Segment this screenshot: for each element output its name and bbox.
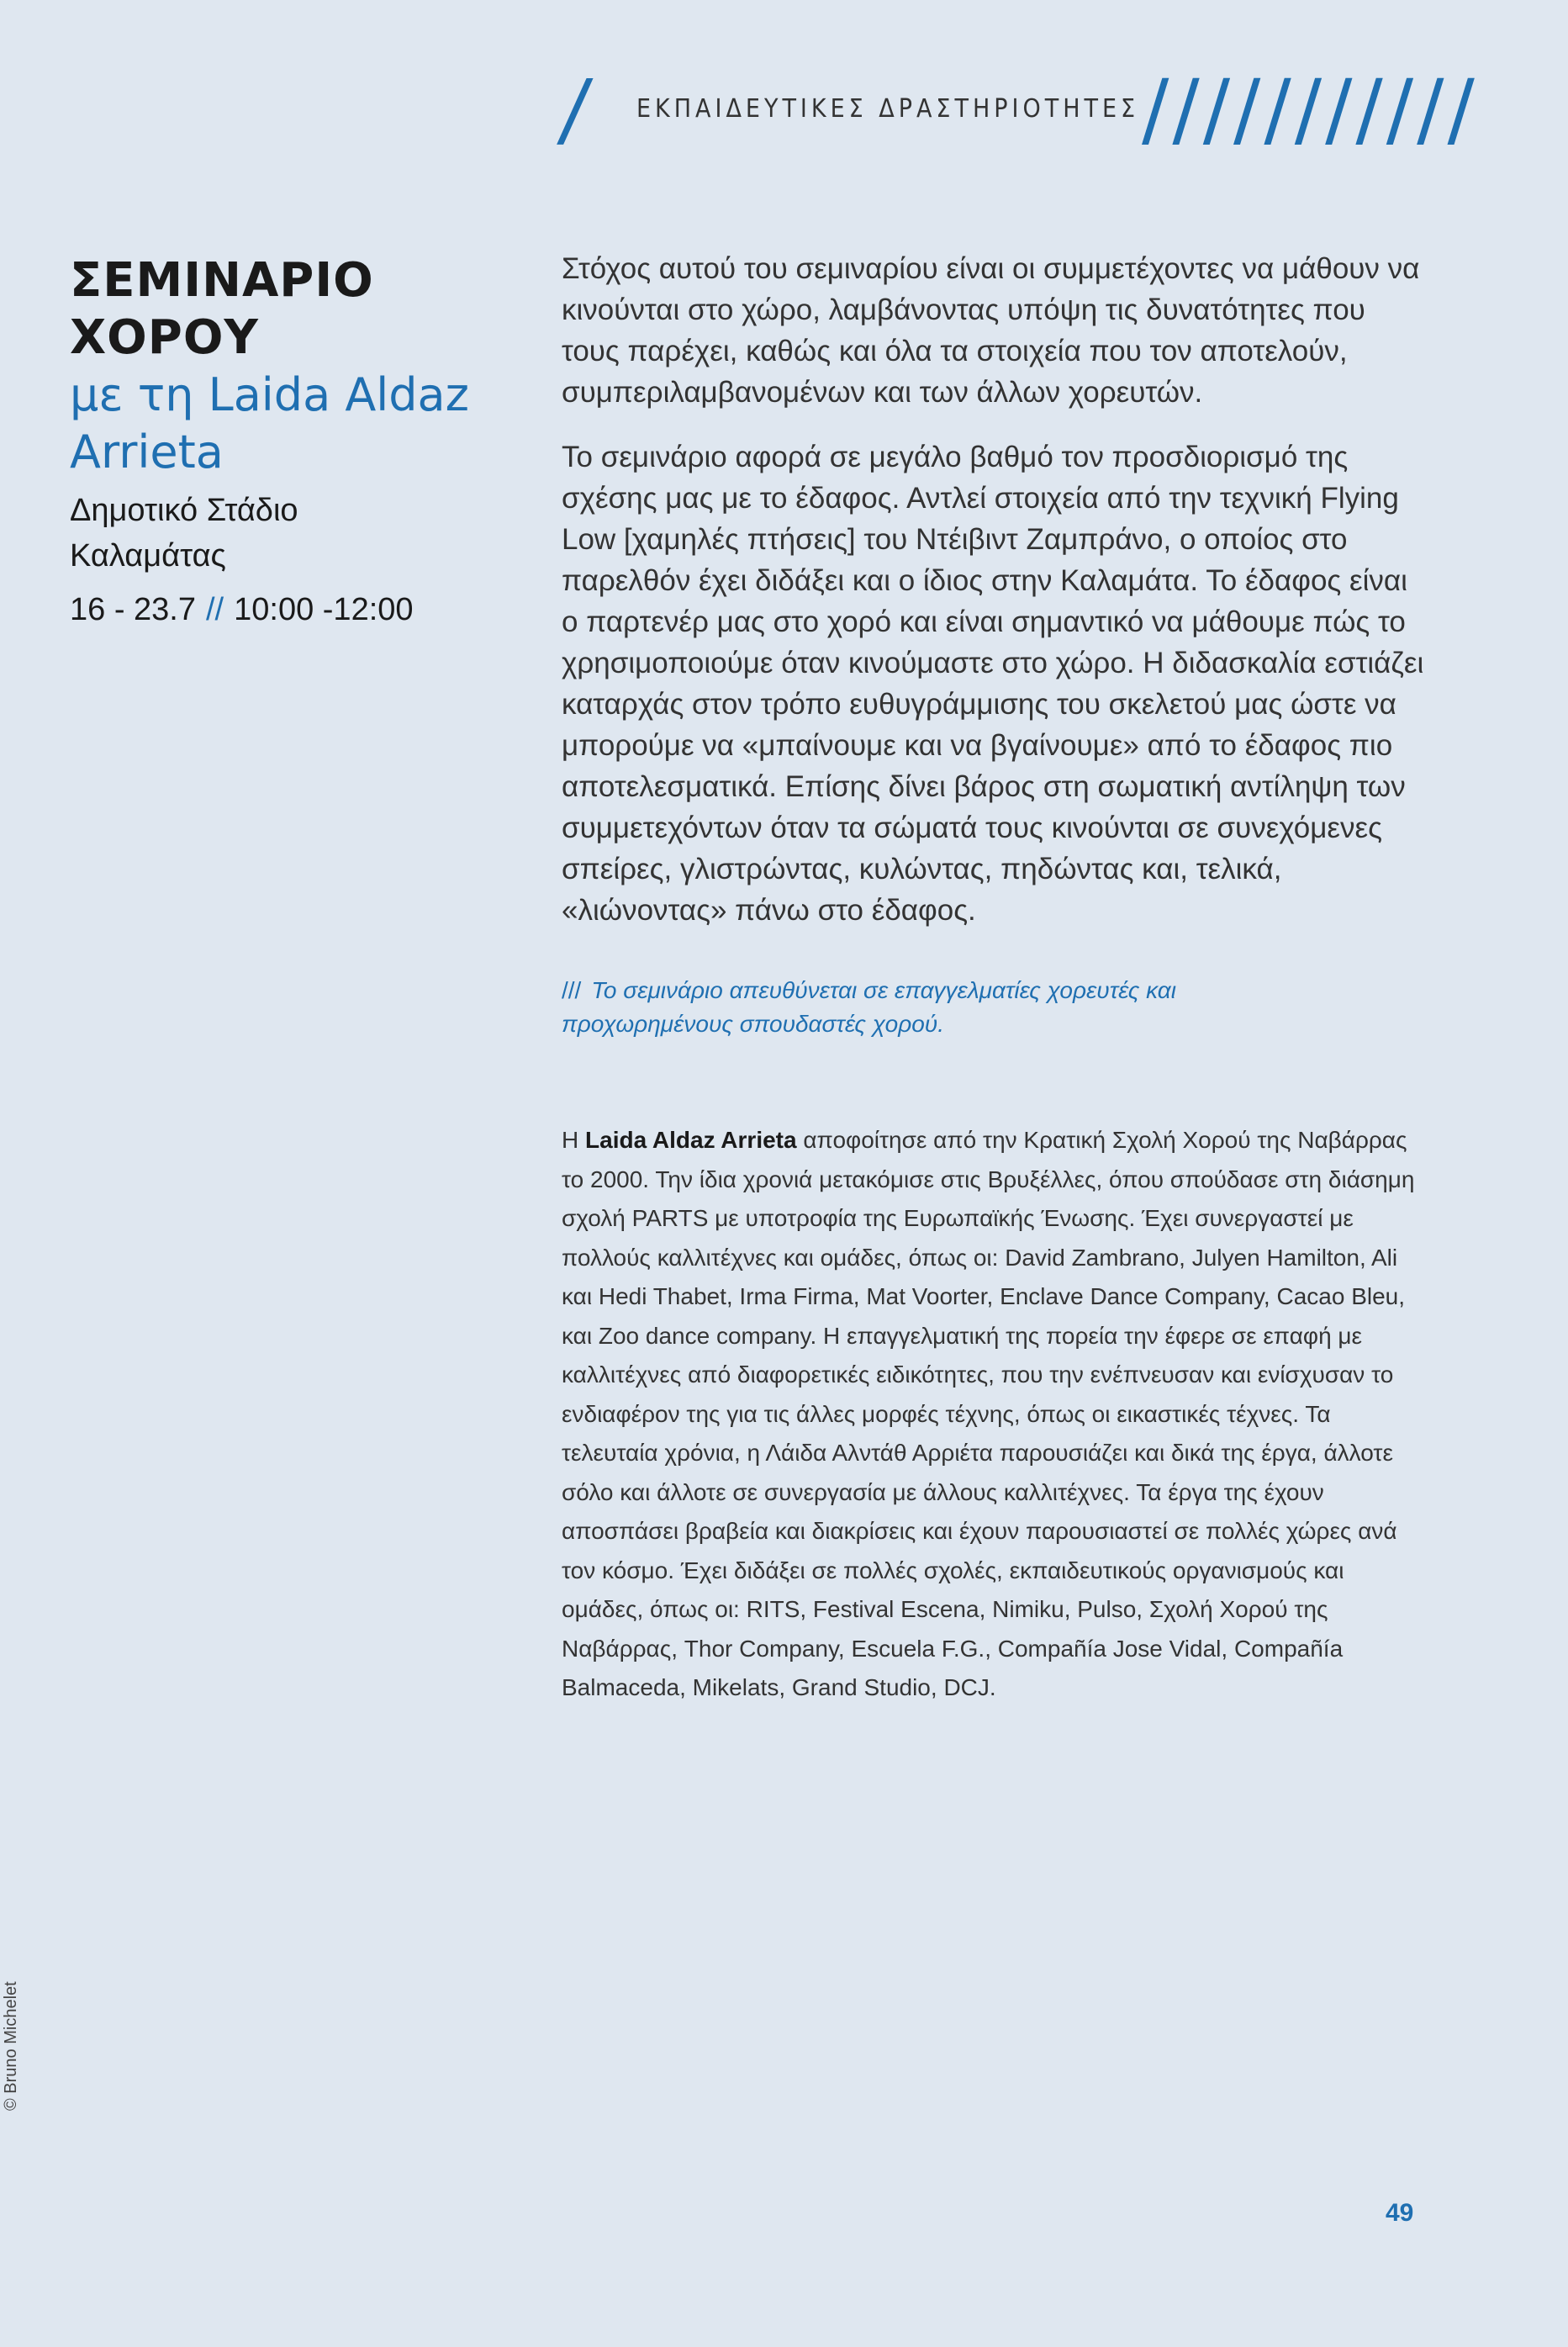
event-time: 10:00 -12:00: [234, 592, 414, 627]
note-slashes: ///: [562, 977, 582, 1003]
body-paragraph-2: Το σεμινάριο αφορά σε μεγάλο βαθμό τον προσδιορισμό της σχέσης μας με το έδαφος. Αντλεί στοιχεία από την τεχνική Flying Low [χαμηλές πτήσεις] του Ντέιβιντ Ζαμπράνο, ο οποίος στο παρελθόν έχει διδάξει και ο ίδιος στην Καλαμάτα. Το έδαφος είναι ο παρτενέρ μας στο χορό και είναι σημαντικό να μάθουμε πώς το χρησιμοποιούμε όταν κινούμαστε στο χώρο. Η διδασκαλία εστιάζει καταρχάς στον τρόπο ευθυγράμμισης του σκελετού μας ώστε να μπορούμε να «μπαίνουμε και να βγαίνουμε» από το έδαφος πιο αποτελεσματικά. Επίσης δίνει βάρος στη σωματική αντίληψη των συμμετεχόντων όταν τα σώματά τους κινούνται σε συνεχόμενες σπείρες, γλιστρώντας, κυλώντας, πηδώντας και, τελικά, «λιώνοντας» πάνω στο έδαφος.: [562, 441, 1424, 927]
event-subtitle: με τη Laida Aldaz Arrieta: [70, 368, 469, 478]
main-body: [562, 248, 1428, 954]
audience-note: [562, 974, 1318, 1041]
header-slashes-decoration: ///////////: [1142, 62, 1478, 156]
header-slash-decoration: /: [555, 62, 596, 156]
section-header-title: ΕΚΠΑΙΔΕΥΤΙΚΕΣ ΔΡΑΣΤΗΡΙΟΤΗΤΕΣ: [636, 94, 1140, 124]
event-dates: 16 - 23.7: [70, 592, 196, 627]
event-venue: Δημοτικό Στάδιο Καλαμάτας: [70, 493, 298, 574]
bio-text: αποφοίτησε από την Κρατική Σχολή Χορού της Ναβάρρας το 2000. Την ίδια χρονιά μετακόμισε στις Βρυξέλλες, όπου σπούδασε στη διάσημη σχολή PARTS με υποτροφία της Ευρωπαϊκής Ένωσης. Έχει συνεργαστεί με πολλούς καλλιτέχνες και ομάδες, όπως οι: David Zambrano, Julyen Hamilton, Ali και Hedi Thabet, Irma Firma, Mat Voorter, Enclave Dance Company, Cacao Bleu, και Zoo dance company. Η επαγγελματική της πορεία την έφερε σε επαφή με καλλιτέχνες από διαφορετικές ειδικότητες, που την ενέπνευσαν και ενίσχυσαν το ενδιαφέρον της για τις άλλες μορφές τέχνης, όπως οι εικαστικές τέχνες. Τα τελευταία χρόνια, η Λάιδα Αλντάθ Αρριέτα παρουσιάζει και δικά της έργα, άλλοτε σόλο και άλλοτε σε συνεργασία με άλλους καλλιτέχνες. Τα έργα της έχουν αποσπάσει βραβεία και διακρίσεις και έχουν παρουσιαστεί σε πολλές χώρες ανά τον κόσμο. Έχει διδάξει σε πολλές σχολές, εκπαιδευτικούς οργανισμούς και ομάδες, όπως οι: RITS, Festival Escena, Nimiku, Pulso, Σχολή Χορού της Ναβάρρας, Thor Company, Escuela F.G., Compañía Jose Vidal, Compañía Balmaceda, Mikelats, Grand Studio, DCJ.: [562, 1127, 1415, 1700]
page-number: 49: [1386, 2199, 1414, 2227]
photo-credit: © Bruno Michelet: [2, 1981, 20, 2111]
body-paragraph-1: Στόχος αυτού του σεμιναρίου είναι οι συμμετέχοντες να μάθουν να κινούνται στο χώρο, λαμβάνοντας υπόψη τις δυνατότητες που τους παρέχει, καθώς και όλα τα στοιχεία που τον αποτελούν, συμπεριλαμβανομένων και των άλλων χορευτών.: [562, 252, 1420, 409]
artist-bio: [562, 1121, 1419, 1708]
bio-article: Η: [562, 1127, 579, 1153]
bio-artist-name: Laida Aldaz Arrieta: [585, 1127, 797, 1153]
event-title: ΣΕΜΙΝΑΡΙΟ ΧΟΡΟΥ: [70, 253, 374, 365]
datetime-separator: //: [206, 592, 224, 627]
event-datetime: [70, 592, 414, 628]
note-text: Το σεμινάριο απευθύνεται σε επαγγελματίες χορευτές και προχωρημένους σπουδαστές χορού.: [562, 977, 1176, 1037]
